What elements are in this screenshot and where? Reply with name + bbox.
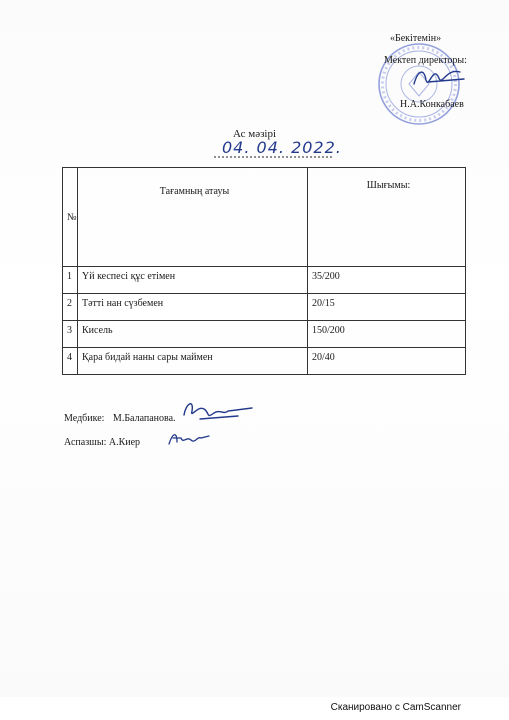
camscanner-watermark: Сканировано с CamScanner bbox=[330, 702, 461, 713]
nurse-label: Медбике: bbox=[64, 413, 105, 424]
table-row bbox=[63, 321, 466, 348]
director-name: Н.А.Конкабаев bbox=[400, 99, 464, 110]
row-number: 2 bbox=[63, 294, 78, 321]
header-dish-name: Тағамның атауы bbox=[78, 168, 308, 267]
row-output: 20/15 bbox=[308, 294, 466, 321]
nurse-signature bbox=[180, 397, 254, 425]
row-number: 4 bbox=[63, 348, 78, 375]
menu-table bbox=[62, 167, 466, 375]
header-output: Шығымы: bbox=[308, 168, 466, 267]
table-row bbox=[63, 294, 466, 321]
table-row bbox=[63, 348, 466, 375]
cook-name: А.Киер bbox=[108, 437, 141, 448]
cook-line bbox=[64, 437, 140, 448]
table-header-row bbox=[63, 168, 466, 267]
scanner-footer bbox=[0, 697, 509, 720]
row-number: 1 bbox=[63, 267, 78, 294]
director-signature bbox=[408, 62, 468, 92]
row-output: 20/40 bbox=[308, 348, 466, 375]
header-number: № bbox=[63, 168, 78, 267]
handwritten-date: 04. 04. 2022. bbox=[222, 138, 342, 157]
cook-label: Аспазшы: bbox=[64, 437, 107, 448]
row-dish-name: Қара бидай наны сары маймен bbox=[78, 348, 308, 375]
row-output: 150/200 bbox=[308, 321, 466, 348]
cook-signature bbox=[165, 428, 211, 450]
date-underline bbox=[214, 156, 332, 158]
nurse-line bbox=[64, 413, 176, 424]
table-row bbox=[63, 267, 466, 294]
approval-title: «Бекітемін» bbox=[390, 33, 442, 44]
row-output: 35/200 bbox=[308, 267, 466, 294]
nurse-name: М.Балапанова. bbox=[112, 413, 176, 424]
row-dish-name: Үй кеспесі құс етімен bbox=[78, 267, 308, 294]
row-dish-name: Тәтті нан сүзбемен bbox=[78, 294, 308, 321]
approval-role: Мектеп директоры: bbox=[384, 55, 467, 66]
row-number: 3 bbox=[63, 321, 78, 348]
row-dish-name: Кисель bbox=[78, 321, 308, 348]
document-title: Ас мәзірі bbox=[232, 128, 277, 140]
